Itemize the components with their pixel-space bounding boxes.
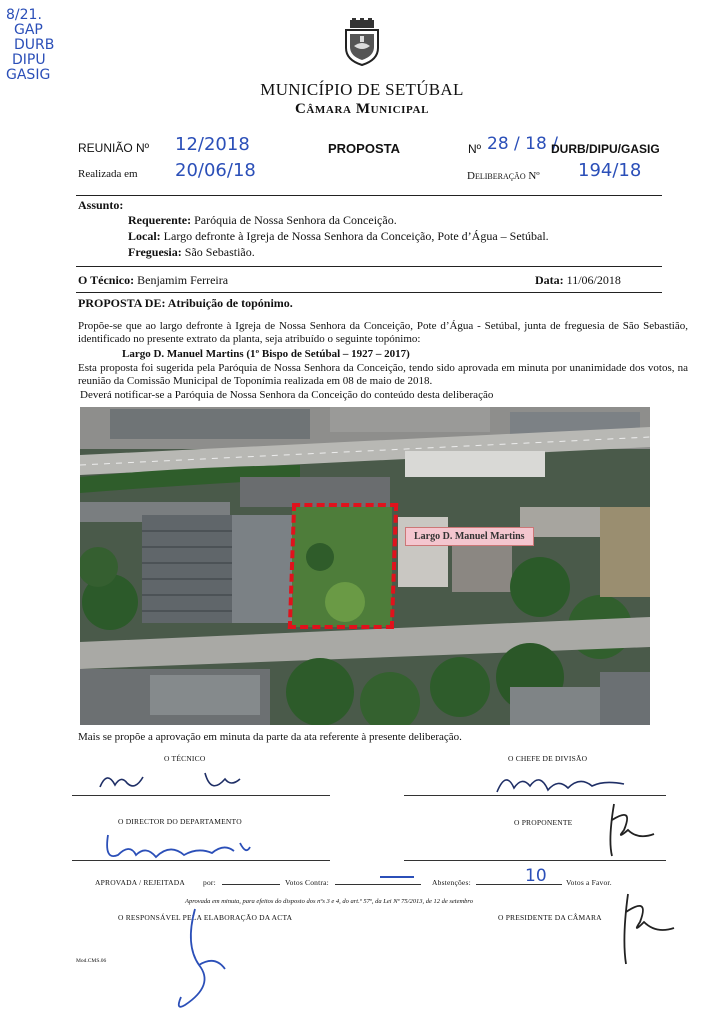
body-paragraph-2: Esta proposta foi sugerida pela Paróquia de Nossa Senhora da Conceição, tendo sido aprovada em minuta por unanimidade dos votos, na reunião da Comissão Municipal de Toponímia realizada em 08 de maio de 2018. [78,362,688,387]
divider [76,266,662,267]
reuniao-value: 12/2018 [175,134,250,155]
toponym: Largo D. Manuel Martins (1º Bispo de Setúbal – 1927 – 2017) [122,348,410,360]
local-value: Largo defronte à Igreja de Nossa Senhora da Conceição, Pote d’Água – Setúbal. [163,229,549,243]
realizada-label: Realizada em [78,168,138,180]
tecnico-row [78,273,228,288]
deliberacao-value: 194/18 [578,160,642,181]
sig-label-tecnico: O TÉCNICO [164,754,206,763]
vote-contra-stroke [380,876,414,878]
sig-label-presidente: O PRESIDENTE DA CÂMARA [498,913,602,922]
num-suffix: DURB/DIPU/GASIG [551,142,660,156]
body-paragraph-1: Propõe-se que ao largo defronte à Igreja de Nossa Senhora da Conceição, Pote d’Água - Setúbal, junta de freguesia de São Sebastião, identificado no presente extrato da planta, seja atribuído o seguinte topónimo: [78,320,688,345]
sig-label-responsavel: O RESPONSÁVEL PELA ELABORAÇÃO DA ACTA [118,913,293,922]
local-label: Local: [128,229,161,243]
signature-line [404,795,666,796]
signature-line [72,860,330,861]
signature-tecnico [95,765,245,802]
signature-responsavel [155,905,245,1020]
requerente-label: Requerente: [128,213,192,227]
requerente-row [128,213,397,228]
num-label: Nº [468,142,482,156]
margin-note-line: 8/21. [6,7,42,23]
legal-text: Aprovada em minuta, para efeitos do disposto dos nºs 3 e 4, do art.º 57º, da Lei Nº 75/2013, de 12 de setembro [185,898,473,905]
map-label: Largo D. Manuel Martins [405,527,534,546]
coat-of-arms-logo [342,18,382,66]
vote-aprovada: APROVADA / REJEITADA [95,878,185,887]
sig-label-proponente: O PROPONENTE [514,818,573,827]
vote-line [335,884,421,885]
aerial-map [80,407,650,725]
body-paragraph-3: Deverá notificar-se a Paróquia de Nossa Senhora da Conceição do conteúdo desta deliberação [80,389,494,401]
signature-presidente [610,888,680,973]
vote-por: por: [203,878,216,887]
municipality-title: MUNICÍPIO DE SETÚBAL [260,80,464,99]
margin-note [6,8,86,83]
tecnico-value: Benjamim Ferreira [137,273,229,287]
deliberacao-label: Deliberação Nº [467,170,540,182]
assunto-label: Assunto: [78,198,124,212]
approval-text: Mais se propõe a aprovação em minuta da parte da ata referente à presente deliberação. [78,731,462,743]
vote-line [476,884,562,885]
margin-note-line: GAP [14,22,43,38]
chamber-title: Câmara Municipal [294,101,430,117]
proposta-label: PROPOSTA [328,141,400,156]
vote-favor: Votos a Favor. [566,878,612,887]
realizada-value: 20/06/18 [175,160,256,181]
margin-note-line: DIPU [12,52,46,68]
signature-line [72,795,330,796]
requerente-value: Paróquia de Nossa Senhora da Conceição. [194,213,397,227]
highlight-boundary [288,503,398,629]
footer-code: Mod.CMS.06 [76,958,107,964]
reuniao-label: REUNIÃO Nº [78,141,150,155]
freguesia-row [128,245,255,260]
freguesia-value: São Sebastião. [184,245,255,259]
sig-label-director: O DIRECTOR DO DEPARTAMENTO [118,817,242,826]
data-value: 11/06/2018 [566,273,621,287]
margin-note-line: GASIG [6,67,51,83]
tecnico-label: O Técnico: [78,273,135,287]
proposta-de-heading: PROPOSTA DE: Atribuição de topónimo. [78,296,293,310]
vote-favor-value: 10 [525,866,547,886]
sig-label-chefe: O CHEFE DE DIVISÃO [508,754,588,763]
vote-line [222,884,280,885]
num-value: 28 / 18 / [487,134,558,154]
margin-note-line: DURB [14,37,55,53]
signature-proponente [594,800,664,865]
divider [76,195,662,196]
signature-line [404,860,666,861]
freguesia-label: Freguesia: [128,245,182,259]
vote-abstencoes: Abstenções: [432,878,471,887]
local-row [128,229,549,244]
signature-director [100,825,260,870]
data-row [535,273,621,288]
vote-contra: Votos Contra: [285,878,329,887]
divider [76,292,662,293]
data-label: Data: [535,273,564,287]
